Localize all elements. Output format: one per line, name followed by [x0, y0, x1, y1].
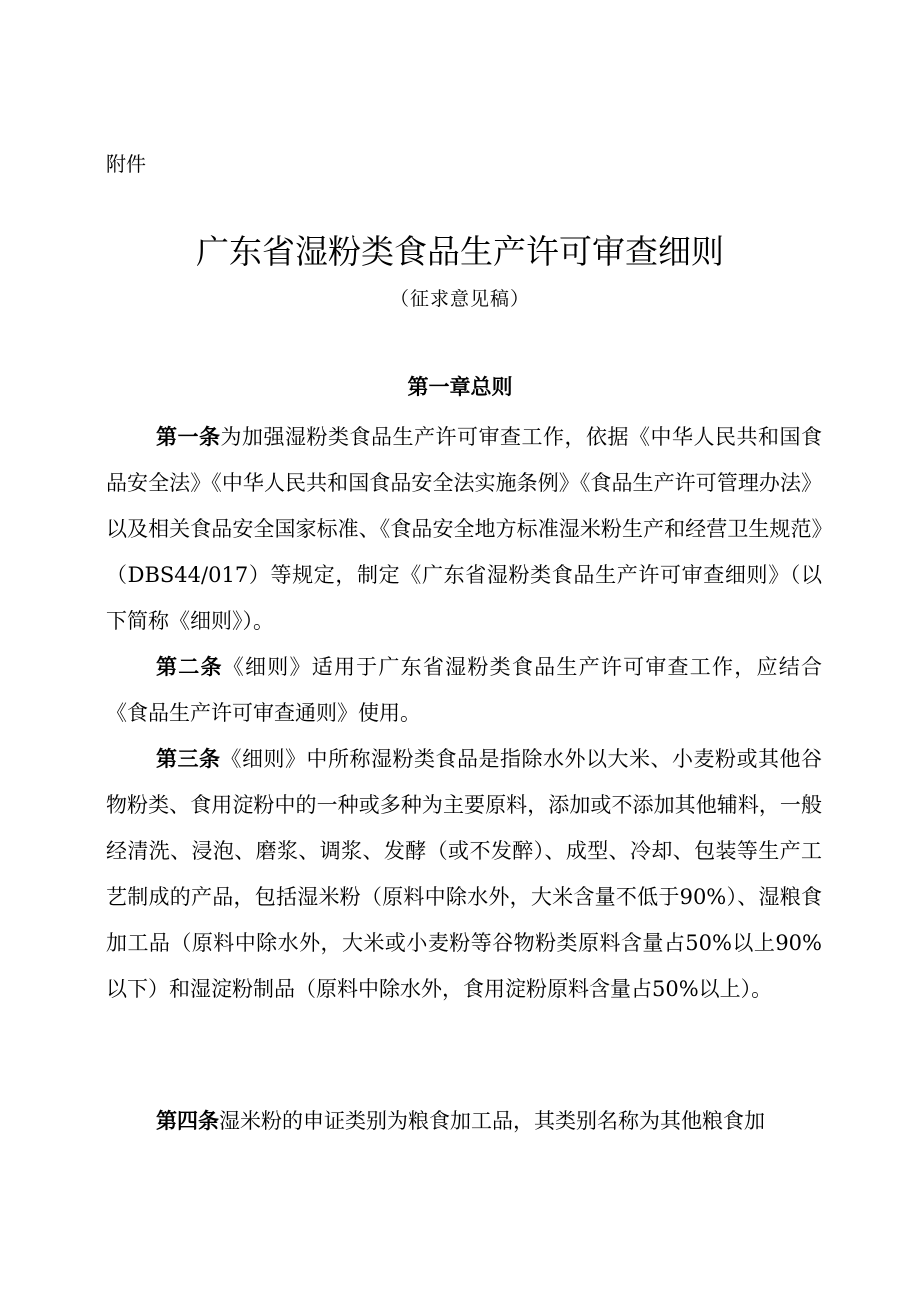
chapter-heading: 第一章总则 — [407, 375, 513, 399]
article-2-text: 《细则》适用于广东省湿粉类食品生产许可审查工作，应结合《食品生产许可审查通则》使用。 — [106, 655, 823, 725]
article-2-label: 第二条 — [156, 655, 223, 679]
article-3-text: 《细则》中所称湿粉类食品是指除水外以大米、小麦粉或其他谷物粉类、食用淀粉中的一种或多种为主要原料，添加或不添加其他辅料，一般经清洗、浸泡、磨浆、调浆、发酵（或不发醉）、成型、冷却、包装等生产工艺制成的产品，包括湿米粉（原料中除水外，大米含量不低于90%）、湿粮食加工品（原料中除水外，大米或小麦粉等谷物粉类原料含量占50%以上90%以下）和湿淀粉制品（原料中除水外，食用淀粉原料含量占50%以上）。 — [106, 747, 822, 1001]
article-3-label: 第三条 — [156, 747, 221, 771]
article-2 — [106, 644, 822, 736]
article-4-text: 湿米粉的申证类别为粮食加工品，其类别名称为其他粮食加 — [219, 1109, 765, 1133]
article-1-text: 为加强湿粉类食品生产许可审查工作，依据《中华人民共和国食品安全法》《中华人民共和国食品安全法实施条例》《食品生产许可管理办法》以及相关食品安全国家标准、《食品安全地方标准湿米粉生产和经营卫生规范》（DBS44/017）等规定，制定《广东省湿粉类食品生产许可审查细则》（以下简称《细则》）。 — [106, 425, 822, 633]
article-1 — [106, 414, 822, 644]
document-subtitle: （征求意见稿） — [389, 288, 530, 310]
article-4 — [106, 1098, 822, 1144]
article-4-label: 第四条 — [156, 1109, 219, 1133]
article-3 — [106, 736, 822, 1012]
article-1-label: 第一条 — [156, 425, 221, 449]
attachment-label: 附件 — [106, 152, 146, 176]
document-title: 广东省湿粉类食品生产许可审查细则 — [196, 232, 724, 271]
